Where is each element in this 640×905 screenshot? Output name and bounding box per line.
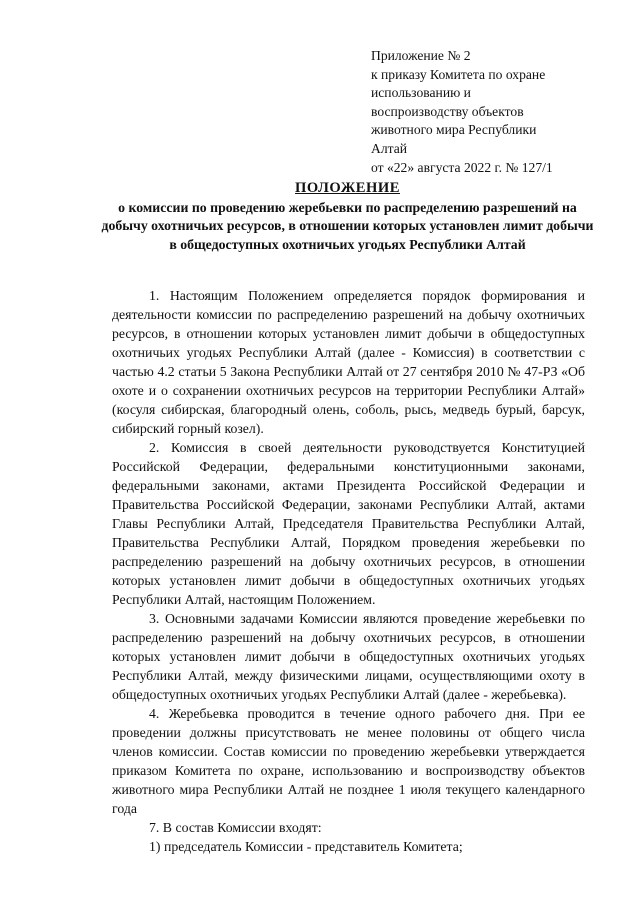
appendix-line: животного мира Республики (371, 122, 537, 138)
paragraph-7: 7. В состав Комиссии входят: (149, 820, 322, 835)
appendix-line: Алтай (371, 140, 408, 156)
appendix-line: использованию и (371, 85, 471, 101)
appendix-line: от «22» августа 2022 г. № 127/1 (371, 159, 553, 175)
appendix-line: воспроизводству объектов (371, 103, 524, 119)
appendix-line: Приложение № 2 (371, 48, 471, 63)
paragraph-4: 4. Жеребьевка проводится в течение одного рабочего дня. При ее проведении должны присутствовать не менее половины от общего числа членов комиссии. Состав комиссии по проведению жеребьевки утверждается приказом Комитета по охране, использованию и воспроизводству объектов животного мира Республики Алтай не позднее 1 июля текущего календарного года (112, 706, 585, 816)
document-subtitle: о комиссии по проведению жеребьевки по распределению разрешений на добычу охотничьих ресурсов, в отношении которых установлен лимит добычи в общедоступных охотничьих угодьях Республики Алтай (101, 199, 594, 252)
appendix-line: к приказу Комитета по охране (371, 66, 546, 82)
paragraph-3: 3. Основными задачами Комиссии являются проведение жеребьевки по распределению разрешений на добычу охотничьих ресурсов, в отношении которых установлен лимит добычи в общедоступных охотничьих угодьях Республики Алтай, между физическими лицами, осуществляющими охоту в общедоступных охотничьих угодьях Республики Алтай (далее - жеребьевка). (112, 611, 585, 702)
document-body (112, 286, 585, 856)
document-title-block (100, 179, 595, 254)
appendix-note (371, 47, 601, 177)
paragraph-2: 2. Комиссия в своей деятельности руководствуется Конституцией Российской Федерации, федеральными конституционными законами, федеральными законами, актами Президента Российской Федерации и Правительства Российской Федерации, законами Республики Алтай, актами Главы Республики Алтай, Председателя Правительства Республики Алтай, Правительства Республики Алтай, Порядком проведения жеребьевки по распределению разрешений на добычу охотничьих ресурсов, в отношении которых установлен лимит добычи в общедоступных охотничьих угодьях Республики Алтай, настоящим Положением. (112, 440, 585, 607)
document-title: ПОЛОЖЕНИЕ (295, 180, 400, 196)
paragraph-1: 1. Настоящим Положением определяется порядок формирования и деятельности комиссии по распределению разрешений на добычу охотничьих ресурсов, в отношении которых установлен лимит добычи в общедоступных охотничьих угодьях Республики Алтай (далее - Комиссия) в соответствии с частью 4.2 статьи 5 Закона Республики Алтай от 27 сентября 2010 № 47-РЗ «Об охоте и о сохранении охотничьих ресурсов на территории Республики Алтай» (косуля сибирская, благородный олень, соболь, рысь, медведь бурый, барсук, сибирский горный козел). (112, 288, 585, 436)
list-item-1: 1) председатель Комиссии - представитель Комитета; (149, 839, 463, 854)
